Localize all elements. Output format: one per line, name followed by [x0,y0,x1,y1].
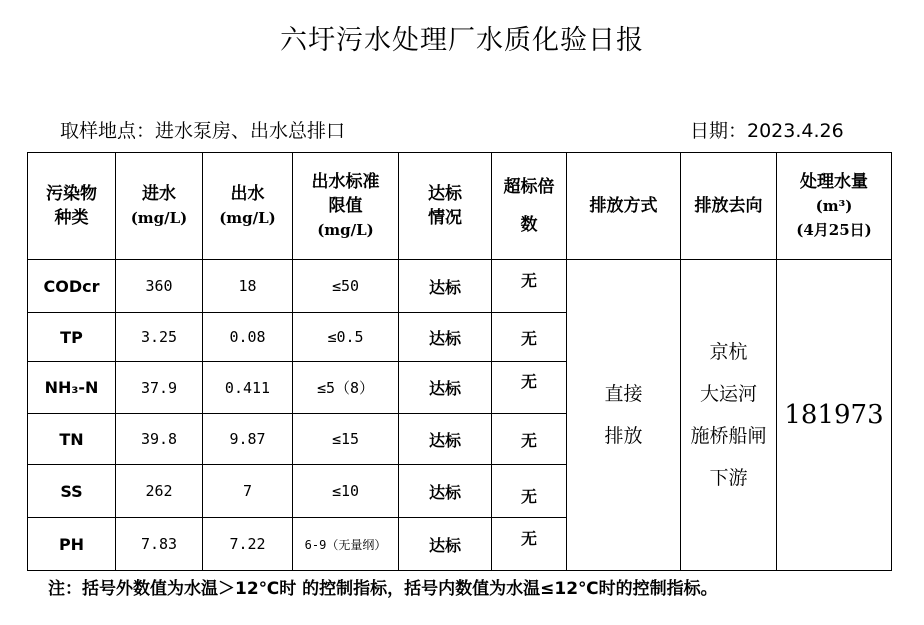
header-exceed-multiple: 超标倍 数 [492,153,567,260]
sampling-location: 取样地点：进水泵房、出水总排口 [60,120,346,142]
status-value: 达标 [399,465,492,518]
status-value: 达标 [399,313,492,362]
exceed-value: 无 [492,518,567,571]
discharge-method: 直接 排放 [567,260,681,571]
header-treated-volume: 处理水量 (m³) (4月25日) [777,153,892,260]
discharge-destination: 京杭 大运河 施桥船闸 下游 [681,260,777,571]
report-title: 六圩污水处理厂水质化验日报 [280,25,644,56]
outflow-value: 7.22 [203,518,293,571]
inflow-value: 7.83 [116,518,203,571]
status-value: 达标 [399,260,492,313]
header-discharge-method: 排放方式 [567,153,681,260]
inflow-value: 3.25 [116,313,203,362]
limit-value: ≤15 [293,414,399,465]
header-outflow: 出水 (mg/L) [203,153,293,260]
exceed-value: 无 [492,313,567,362]
treated-volume: 181973 [777,260,892,571]
exceed-value: 无 [492,260,567,313]
header-discharge-destination: 排放去向 [681,153,777,260]
pollutant-name: TP [28,313,116,362]
pollutant-name: TN [28,414,116,465]
status-value: 达标 [399,518,492,571]
exceed-value: 无 [492,362,567,414]
status-value: 达标 [399,362,492,414]
inflow-value: 360 [116,260,203,313]
limit-value: ≤5（8） [293,362,399,414]
exceed-value: 无 [492,414,567,465]
header-standard-limit: 出水标准 限值 (mg/L) [293,153,399,260]
table-row [28,260,892,313]
inflow-value: 39.8 [116,414,203,465]
outflow-value: 0.411 [203,362,293,414]
pollutant-name: NH₃-N [28,362,116,414]
inflow-value: 37.9 [116,362,203,414]
limit-value: ≤0.5 [293,313,399,362]
pollutant-name: CODcr [28,260,116,313]
pollutant-name: PH [28,518,116,571]
water-quality-table [27,152,892,571]
header-status: 达标 情况 [399,153,492,260]
limit-value: ≤50 [293,260,399,313]
outflow-value: 0.08 [203,313,293,362]
exceed-value: 无 [492,465,567,518]
header-pollutant: 污染物 种类 [28,153,116,260]
outflow-value: 9.87 [203,414,293,465]
inflow-value: 262 [116,465,203,518]
footnote: 注：括号外数值为水温＞12℃时 的控制指标，括号内数值为水温≤12℃时的控制指标。 [48,579,718,599]
status-value: 达标 [399,414,492,465]
limit-value: ≤10 [293,465,399,518]
outflow-value: 18 [203,260,293,313]
limit-value: 6-9（无量纲） [293,518,399,571]
outflow-value: 7 [203,465,293,518]
header-inflow: 进水 (mg/L) [116,153,203,260]
report-date: 日期：2023.4.26 [690,120,844,142]
pollutant-name: SS [28,465,116,518]
